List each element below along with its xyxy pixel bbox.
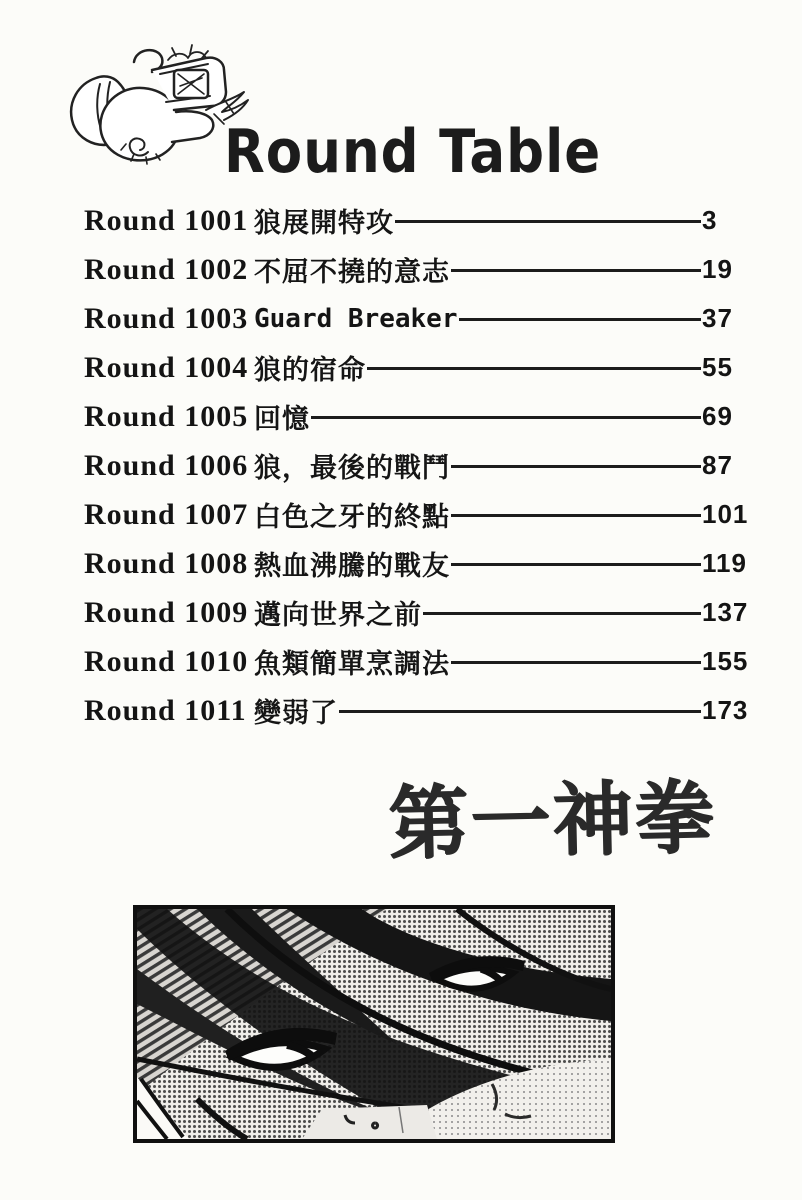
toc-entry — [84, 490, 766, 539]
toc-entry-title: 邁向世界之前 — [254, 600, 422, 631]
toc-entry-title: 不屈不撓的意志 — [254, 257, 450, 288]
toc-entry-title: 回憶 — [254, 404, 310, 435]
toc-entry — [84, 196, 766, 245]
toc-entry-round: Round 1007 — [84, 497, 249, 531]
toc-entry — [84, 343, 766, 392]
toc-entry-round: Round 1011 — [84, 693, 247, 727]
toc-entry-page: 155 — [702, 646, 749, 676]
toc-entry-round: Round 1004 — [84, 350, 249, 384]
toc-entry — [84, 245, 766, 294]
toc-entry-page: 3 — [702, 205, 718, 235]
toc-entry-page: 37 — [702, 303, 733, 333]
leader-line-icon — [451, 563, 701, 566]
toc-entry-round: Round 1001 — [84, 203, 249, 237]
leader-line-icon — [459, 318, 702, 321]
toc-entry-title: 狼的宿命 — [254, 355, 366, 386]
leader-line-icon — [423, 612, 701, 615]
toc-entry-round: Round 1010 — [84, 644, 249, 678]
leader-line-icon — [451, 269, 701, 272]
toc-entry-title: 白色之牙的終點 — [254, 502, 450, 533]
leader-line-icon — [451, 465, 701, 468]
toc-list — [84, 196, 766, 735]
toc-entry-title: 變弱了 — [254, 698, 338, 729]
page-title: Round Table — [224, 118, 602, 187]
toc-entry-page: 87 — [702, 450, 733, 480]
leader-line-icon — [311, 416, 701, 419]
toc-entry-title: 狼展開特攻 — [254, 208, 394, 239]
leader-line-icon — [451, 514, 701, 517]
toc-entry — [84, 539, 766, 588]
leader-line-icon — [451, 661, 701, 664]
toc-entry-title: Guard Breaker — [254, 303, 458, 334]
toc-entry — [84, 294, 766, 343]
toc-entry-round: Round 1005 — [84, 399, 249, 433]
toc-entry-title: 狼，最後的戰鬥 — [254, 453, 450, 484]
toc-entry-page: 119 — [702, 548, 747, 578]
leader-line-icon — [367, 367, 701, 370]
toc-entry-title: 魚類簡單烹調法 — [254, 649, 450, 680]
toc-entry — [84, 392, 766, 441]
toc-entry-title: 熱血沸騰的戰友 — [254, 551, 450, 582]
toc-entry-page: 137 — [702, 597, 749, 627]
toc-entry — [84, 588, 766, 637]
toc-entry-round: Round 1002 — [84, 252, 249, 286]
toc-entry-round: Round 1009 — [84, 595, 249, 629]
toc-entry-page: 101 — [702, 499, 749, 529]
toc-entry — [84, 686, 766, 735]
toc-entry-page: 69 — [702, 401, 733, 431]
leader-line-icon — [339, 710, 701, 713]
toc-entry-round: Round 1003 — [84, 301, 249, 335]
toc-entry — [84, 441, 766, 490]
manga-panel-art-icon — [133, 905, 615, 1143]
series-logo: 第一神拳 — [387, 770, 718, 871]
toc-entry-round: Round 1006 — [84, 448, 249, 482]
leader-line-icon — [395, 220, 701, 223]
toc-entry — [84, 637, 766, 686]
toc-entry-round: Round 1008 — [84, 546, 249, 580]
toc-entry-page: 55 — [702, 352, 733, 382]
toc-entry-page: 173 — [702, 695, 749, 725]
toc-entry-page: 19 — [702, 254, 733, 284]
